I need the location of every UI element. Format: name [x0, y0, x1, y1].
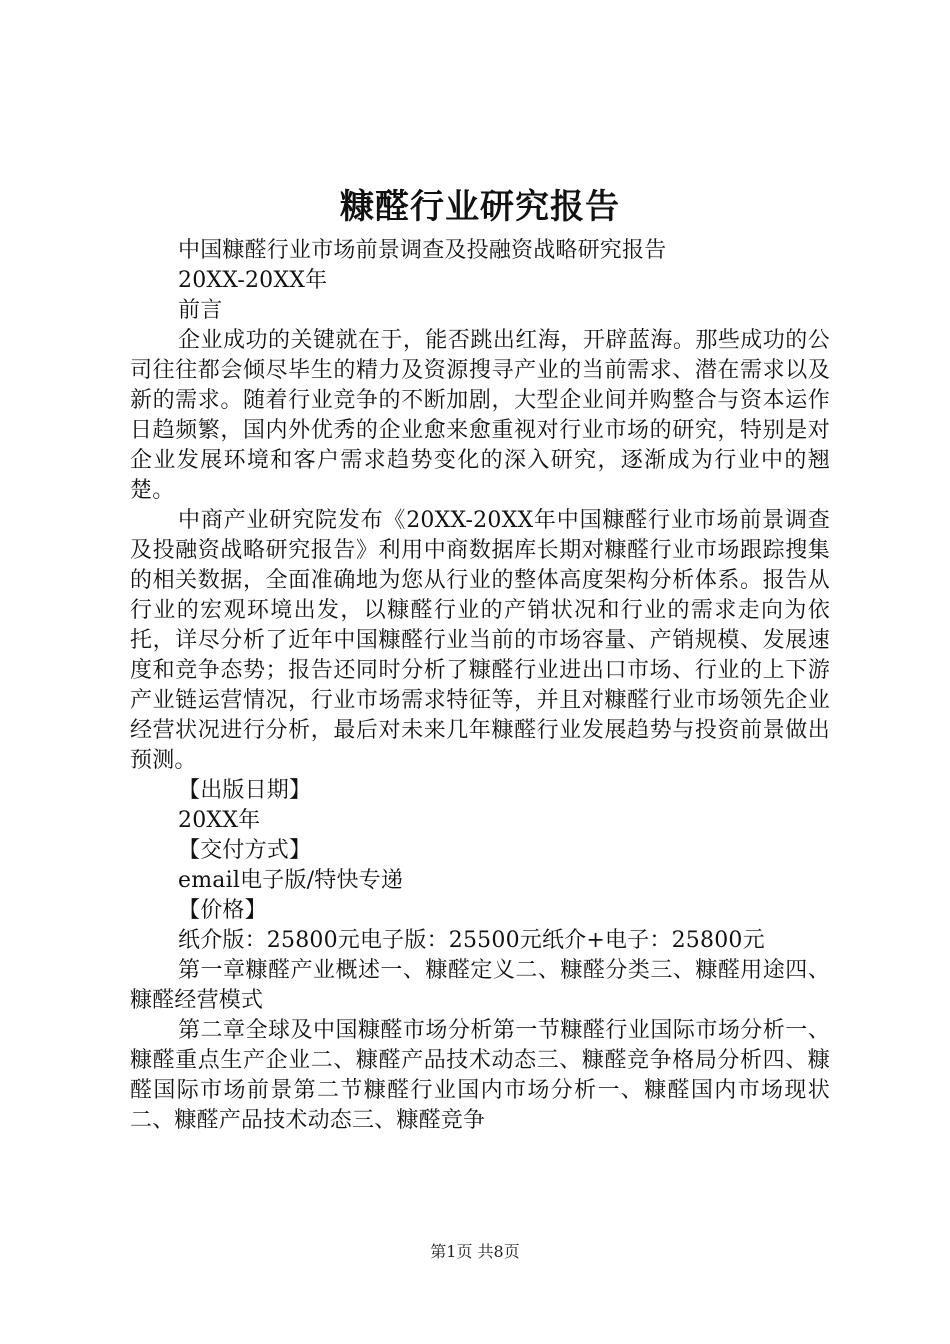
report-subtitle: 中国糠醛行业市场前景调查及投融资战略研究报告 [178, 238, 667, 263]
publish-date-value: 20XX年 [178, 808, 261, 833]
document-title: 糠醛行业研究报告 [340, 187, 620, 227]
chapter-2-outline: 第二章全球及中国糠醛市场分析第一节糠醛行业国际市场分析一、糠醛重点生产企业二、糠醛产品技术动态三、糠醛竞争格局分析四、糠醛国际市场前景第二节糠醛行业国内市场分析一、糠醛国内市场现状二、糠醛产品技术动态三、糠醛竞争 [130, 1018, 830, 1133]
report-year-range: 20XX-20XX年 [178, 268, 328, 293]
page-indicator: 第1页 共8页 [430, 1242, 520, 1261]
delivery-value: email电子版/特快专递 [178, 868, 404, 893]
preface-paragraph-1: 企业成功的关键就在于，能否跳出红海，开辟蓝海。那些成功的公司往往都会倾尽毕生的精力及资源搜寻产业的当前需求、潜在需求以及新的需求。随着行业竞争的不断加剧，大型企业间并购整合与资本运作日趋频繁，国内外优秀的企业愈来愈重视对行业市场的研究，特别是对企业发展环境和客户需求趋势变化的深入研究，逐渐成为行业中的翘楚。 [130, 328, 830, 503]
preface-paragraph-2: 中商产业研究院发布《20XX-20XX年中国糠醛行业市场前景调查及投融资战略研究报告》利用中商数据库长期对糠醛行业市场跟踪搜集的相关数据，全面准确地为您从行业的整体高度架构分析体系。报告从行业的宏观环境出发，以糠醛行业的产销状况和行业的需求走向为依托，详尽分析了近年中国糠醛行业当前的市场容量、产销规模、发展速度和竞争态势；报告还同时分析了糠醛行业进出口市场、行业的上下游产业链运营情况，行业市场需求特征等，并且对糠醛行业市场领先企业经营状况进行分析，最后对未来几年糠醛行业发展趋势与投资前景做出预测。 [130, 508, 830, 773]
preface-heading: 前言 [178, 298, 223, 323]
price-value: 纸介版：25800元电子版：25500元纸介+电子：25800元 [178, 928, 765, 953]
publish-date-label: 【出版日期】 [178, 778, 312, 803]
document-page [130, 182, 830, 1136]
price-label: 【价格】 [178, 898, 267, 923]
delivery-label: 【交付方式】 [178, 838, 312, 863]
chapter-1-outline: 第一章糠醛产业概述一、糠醛定义二、糠醛分类三、糠醛用途四、糠醛经营模式 [130, 958, 830, 1013]
document-body [130, 236, 830, 1136]
